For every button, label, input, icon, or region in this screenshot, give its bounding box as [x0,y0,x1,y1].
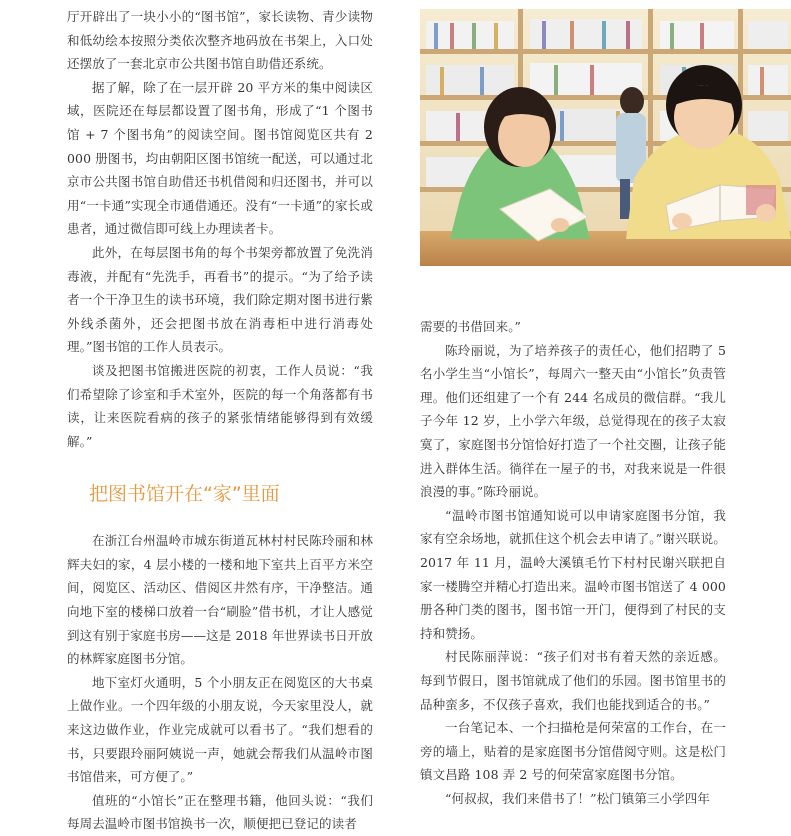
paragraph: “温岭市图书馆通知说可以申请家庭图书分馆，我家有空余场地，就抓住这个机会去申请了。”谢兴联说。2017 年 11 月，温岭大溪镇毛竹下村村民谢兴联把自家一楼腾空并精心打造出来。温岭市图书馆送了 4 000 册各种门类的图书，图书馆一开门，便得到了村民的支持和赞扬。 [420,507,726,641]
paragraph: “何叔叔，我们来借书了！”松门镇第三小学四年 [445,790,710,806]
children-reading-photo [420,9,791,266]
section-heading: 把图书馆开在“家”里面 [89,483,280,506]
paragraph: 陈玲丽说，为了培养孩子的责任心，他们招聘了 5 名小学生当“小馆长”，每周六一整天由“小馆长”负责管理。他们还组建了一个有 244 名成员的微信群。“我儿子今年 12 岁，上小学六年级，总觉得现在的孩子太寂寞了，家庭图书分馆恰好打造了一个社交圈，让孩子能进入群体生活。徜徉在一屋子的书，对我来说是一件很浪漫的事。”陈玲丽说。 [420,342,726,500]
paragraph: 一台笔记本、一个扫描枪是何荣富的工作台，在一旁的墙上，贴着的是家庭图书分馆借阅守则。这是松门镇文昌路 108 弄 2 号的何荣富家庭图书分馆。 [420,720,726,783]
paragraph: 此外，在每层图书角的每个书架旁都放置了免洗消毒液，并配有“先洗手，再看书”的提示。“为了给予读者一个干净卫生的读书环境，我们除定期对图书进行紫外线杀菌外，还会把图书放在消毒柜中进行消毒处理。”图书馆的工作人员表示。 [67,244,373,355]
right-column [420,315,726,810]
paragraph: 村民陈丽萍说：“孩子们对书有着天然的亲近感。每到节假日，图书馆就成了他们的乐园。图书馆里书的品种蛮多，不仅孩子喜欢，我们也能找到适合的书。” [420,649,726,712]
paragraph: 谈及把图书馆搬进医院的初衷，工作人员说：“我们希望除了诊室和手术室外，医院的每一个角落都有书读，让来医院看病的孩子的紧张情绪能够得到有效缓解。” [67,362,373,449]
paragraph: 地下室灯火通明，5 个小朋友正在阅览区的大书桌上做作业。一个四年级的小朋友说，今天家里没人，就来这边做作业，作业完成就可以看书了。“我们想看的书，只要跟玲丽阿姨说一声，她就会帮我们从温岭市图书馆借来，可方便了。” [67,674,373,785]
paragraph: 厅开辟出了一块小小的“图书馆”，家长读物、青少读物和低幼绘本按照分类依次整齐地码放在书架上，入口处还摆放了一套北京市公共图书馆自助借还系统。 [67,9,373,72]
paragraph: 需要的书借回来。” [420,319,522,334]
paragraph: 在浙江台州温岭市城东街道瓦林村村民陈玲丽和林辉夫妇的家，4 层小楼的一楼和地下室共上百平方米空间，阅览区、活动区、借阅区井然有序，干净整洁。通向地下室的楼梯口放着一台“刷脸”借书机，才让人感觉到这有别于家庭书房——这是 2018 年世界读书日开放的林辉家庭图书分馆。 [67,533,373,667]
left-column [67,0,373,836]
paragraph: 据了解，除了在一层开辟 20 平方米的集中阅读区域，医院还在每层都设置了图书角，形成了“1 个图书馆 + 7 个图书角”的阅读空间。图书馆阅览区共有 2 000 册图书，均由朝阳区图书馆统一配送，可以通过北京市公共图书馆自助借还书机借阅和归还图书，并可以用“一卡通”实现全市通借通还。没有“一卡通”的家长或患者，通过微信即可线上办理读者卡。 [67,79,373,237]
paragraph: 值班的“小馆长”正在整理书籍，他回头说：“我们每周去温岭市图书馆换书一次，顺便把已登记的读者 [67,792,373,832]
